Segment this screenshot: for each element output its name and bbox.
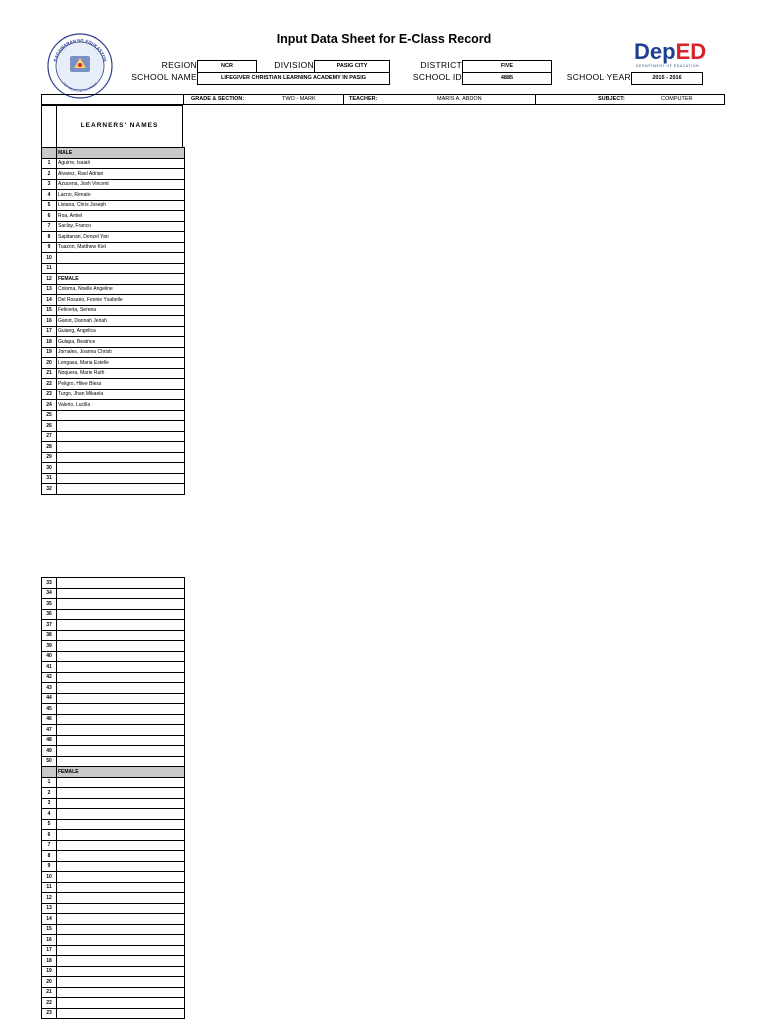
row-number: 33 xyxy=(42,578,57,589)
row-number: 46 xyxy=(42,714,57,725)
row-number: 35 xyxy=(42,599,57,610)
learner-name-cell[interactable] xyxy=(57,714,185,725)
learner-name-cell[interactable] xyxy=(57,977,185,988)
learners-header-title: LEARNERS' NAMES xyxy=(80,122,159,129)
learner-name-cell[interactable]: Felicerta, Serena xyxy=(57,305,185,316)
row-number: 23 xyxy=(42,1008,57,1019)
table-row xyxy=(42,305,185,316)
row-number: 4 xyxy=(42,190,57,201)
learner-name-cell[interactable]: Coloma, Noelle Angeline xyxy=(57,284,185,295)
row-number: 18 xyxy=(42,956,57,967)
learner-name-cell[interactable]: Jornales, Joanna Christi xyxy=(57,347,185,358)
svg-text:DepED: DepED xyxy=(634,39,707,64)
school-id-field: 4885 xyxy=(462,72,552,85)
learner-name-cell[interactable] xyxy=(57,788,185,799)
row-number: 20 xyxy=(42,977,57,988)
table-row xyxy=(42,651,185,662)
row-number: 20 xyxy=(42,358,57,369)
learner-name-cell[interactable]: Listana, Chris Joseph xyxy=(57,200,185,211)
table-row xyxy=(42,253,185,264)
table-row xyxy=(42,693,185,704)
row-number: 3 xyxy=(42,179,57,190)
row-number: 24 xyxy=(42,400,57,411)
table-row xyxy=(42,274,185,285)
row-number: 15 xyxy=(42,924,57,935)
row-number: 8 xyxy=(42,851,57,862)
learner-name-cell[interactable] xyxy=(57,442,185,453)
learner-name-cell[interactable] xyxy=(57,819,185,830)
row-number: 19 xyxy=(42,347,57,358)
table-row xyxy=(42,179,185,190)
table-row xyxy=(42,851,185,862)
table-row xyxy=(42,924,185,935)
table-row xyxy=(42,389,185,400)
learner-name-cell[interactable]: Del Rosario, Feonie Ysabelle xyxy=(57,295,185,306)
table-row xyxy=(42,777,185,788)
row-number: 48 xyxy=(42,735,57,746)
table-row xyxy=(42,756,185,767)
learner-name-cell[interactable]: Azucena, Josh Vincent xyxy=(57,179,185,190)
table-row xyxy=(42,1008,185,1019)
table-row xyxy=(42,966,185,977)
logo-caption: DEPARTMENT OF EDUCATION xyxy=(636,64,700,68)
row-number: 17 xyxy=(42,326,57,337)
subject-label: SUBJECT: xyxy=(598,96,625,102)
subject-value: COMPUTER xyxy=(661,96,693,102)
learner-name-cell[interactable] xyxy=(57,578,185,589)
learner-name-cell[interactable] xyxy=(57,253,185,264)
table-row xyxy=(42,211,185,222)
learner-name-cell[interactable] xyxy=(57,882,185,893)
row-number: 10 xyxy=(42,253,57,264)
learner-name-cell[interactable]: FEMALE xyxy=(57,767,185,778)
table-row xyxy=(42,977,185,988)
table-row xyxy=(42,819,185,830)
table-row xyxy=(42,326,185,337)
learner-name-cell[interactable] xyxy=(57,735,185,746)
learner-name-cell[interactable] xyxy=(57,704,185,715)
learner-name-cell[interactable]: Aguirre, Isaiah xyxy=(57,158,185,169)
learner-name-cell[interactable] xyxy=(57,452,185,463)
learner-name-cell[interactable] xyxy=(57,935,185,946)
learner-name-cell[interactable]: Lacno, Renato xyxy=(57,190,185,201)
table-row xyxy=(42,190,185,201)
table-row xyxy=(42,431,185,442)
table-row xyxy=(42,200,185,211)
row-number: 29 xyxy=(42,452,57,463)
learner-name-cell[interactable] xyxy=(57,484,185,495)
table-row xyxy=(42,578,185,589)
learner-name-cell[interactable]: Valerio, Lucilla xyxy=(57,400,185,411)
row-number: 4 xyxy=(42,809,57,820)
learner-name-cell[interactable] xyxy=(57,956,185,967)
table-row xyxy=(42,704,185,715)
region-label: REGION xyxy=(161,60,197,70)
learner-name-cell[interactable] xyxy=(57,998,185,1009)
table-row xyxy=(42,368,185,379)
table-row xyxy=(42,148,185,159)
table-row xyxy=(42,169,185,180)
row-number: 38 xyxy=(42,630,57,641)
learner-name-cell[interactable] xyxy=(57,893,185,904)
table-row xyxy=(42,158,185,169)
row-number: 21 xyxy=(42,987,57,998)
table-row xyxy=(42,473,185,484)
learner-name-cell[interactable] xyxy=(57,683,185,694)
row-number: 21 xyxy=(42,368,57,379)
learner-name-cell[interactable] xyxy=(57,641,185,652)
learners-table-page2 xyxy=(41,577,185,1019)
table-row xyxy=(42,809,185,820)
district-field: FIVE xyxy=(462,60,552,73)
row-number: 3 xyxy=(42,798,57,809)
row-number: 28 xyxy=(42,442,57,453)
row-number: 2 xyxy=(42,169,57,180)
table-row xyxy=(42,830,185,841)
division-label: DIVISION xyxy=(274,60,314,70)
table-row xyxy=(42,672,185,683)
class-info-bar xyxy=(41,94,725,105)
table-row xyxy=(42,987,185,998)
row-number: 47 xyxy=(42,725,57,736)
seal-text: KAGAWARAN NG EDUKASYON xyxy=(52,37,108,63)
table-row xyxy=(42,840,185,851)
table-row xyxy=(42,263,185,274)
table-row xyxy=(42,337,185,348)
learner-name-cell[interactable] xyxy=(57,599,185,610)
row-number: 39 xyxy=(42,641,57,652)
row-number: 41 xyxy=(42,662,57,673)
learner-name-cell[interactable] xyxy=(57,830,185,841)
table-row xyxy=(42,463,185,474)
row-number: 8 xyxy=(42,232,57,243)
seal-caption: REPUBLIKA NG PILIPINAS xyxy=(61,81,99,94)
row-number xyxy=(42,148,57,159)
row-number: 27 xyxy=(42,431,57,442)
school-name-field: LIFEGIVER CHRISTIAN LEARNING ACADEMY IN PASIG xyxy=(197,72,390,85)
learner-name-cell[interactable] xyxy=(57,756,185,767)
table-row xyxy=(42,242,185,253)
learner-name-cell[interactable] xyxy=(57,840,185,851)
row-number: 22 xyxy=(42,998,57,1009)
school-id-label: SCHOOL ID xyxy=(412,72,462,82)
learner-name-cell[interactable]: FEMALE xyxy=(57,274,185,285)
table-row xyxy=(42,442,185,453)
row-number xyxy=(42,767,57,778)
table-row xyxy=(42,935,185,946)
table-row xyxy=(42,295,185,306)
table-row xyxy=(42,798,185,809)
division-field: PASIG CITY xyxy=(314,60,390,73)
region-field: NCR xyxy=(197,60,257,73)
row-number: 1 xyxy=(42,777,57,788)
learner-name-cell[interactable]: Gulapa, Beatrice xyxy=(57,337,185,348)
row-number: 19 xyxy=(42,966,57,977)
learner-name-cell[interactable] xyxy=(57,672,185,683)
learner-name-cell[interactable] xyxy=(57,463,185,474)
row-number: 2 xyxy=(42,788,57,799)
table-row xyxy=(42,872,185,883)
learner-name-cell[interactable]: Sapitanan, Denzel Yan xyxy=(57,232,185,243)
learner-name-cell[interactable] xyxy=(57,851,185,862)
row-number: 5 xyxy=(42,200,57,211)
row-number: 32 xyxy=(42,484,57,495)
table-row xyxy=(42,599,185,610)
row-number: 25 xyxy=(42,410,57,421)
learner-name-cell[interactable] xyxy=(57,861,185,872)
table-row xyxy=(42,998,185,1009)
learner-name-cell[interactable]: Turgo, Jhan Mikaela xyxy=(57,389,185,400)
learner-name-cell[interactable] xyxy=(57,431,185,442)
grade-section-label: GRADE & SECTION: xyxy=(191,96,245,102)
table-row xyxy=(42,609,185,620)
table-row xyxy=(42,903,185,914)
table-row xyxy=(42,914,185,925)
table-row xyxy=(42,400,185,411)
row-number: 22 xyxy=(42,379,57,390)
row-number: 42 xyxy=(42,672,57,683)
row-number: 43 xyxy=(42,683,57,694)
learner-name-cell[interactable]: Saclay, Franco xyxy=(57,221,185,232)
row-number: 12 xyxy=(42,893,57,904)
table-row xyxy=(42,358,185,369)
row-number: 9 xyxy=(42,861,57,872)
learner-name-cell[interactable] xyxy=(57,1008,185,1019)
row-number: 31 xyxy=(42,473,57,484)
learner-name-cell[interactable] xyxy=(57,725,185,736)
table-row xyxy=(42,945,185,956)
row-number: 15 xyxy=(42,305,57,316)
row-number: 12 xyxy=(42,274,57,285)
learner-name-cell[interactable] xyxy=(57,693,185,704)
table-row xyxy=(42,410,185,421)
row-number: 13 xyxy=(42,284,57,295)
table-row xyxy=(42,861,185,872)
table-row xyxy=(42,221,185,232)
row-number: 7 xyxy=(42,221,57,232)
row-number: 36 xyxy=(42,609,57,620)
learner-name-cell[interactable]: Peligro, Hilee Bless xyxy=(57,379,185,390)
row-number: 49 xyxy=(42,746,57,757)
learner-name-cell[interactable] xyxy=(57,473,185,484)
school-year-field: 2015 - 2016 xyxy=(631,72,703,85)
row-number: 23 xyxy=(42,389,57,400)
page-title: Input Data Sheet for E-Class Record xyxy=(276,32,492,46)
row-number: 11 xyxy=(42,882,57,893)
row-number: 30 xyxy=(42,463,57,474)
learner-name-cell[interactable]: Longasa, Maria Estelle xyxy=(57,358,185,369)
table-row xyxy=(42,347,185,358)
table-row xyxy=(42,893,185,904)
learner-name-cell[interactable] xyxy=(57,609,185,620)
row-number: 6 xyxy=(42,211,57,222)
row-number: 11 xyxy=(42,263,57,274)
row-number: 44 xyxy=(42,693,57,704)
table-row xyxy=(42,484,185,495)
learner-name-cell[interactable] xyxy=(57,903,185,914)
table-row xyxy=(42,641,185,652)
learner-name-cell[interactable] xyxy=(57,263,185,274)
deped-logo xyxy=(632,33,728,73)
table-row xyxy=(42,421,185,432)
learner-name-cell[interactable]: Tuazon, Matthew Kiel xyxy=(57,242,185,253)
learners-table-page1 xyxy=(41,147,185,495)
table-row xyxy=(42,767,185,778)
learner-name-cell[interactable]: Noquera, Marie Ruth xyxy=(57,368,185,379)
school-name-label: SCHOOL NAME xyxy=(131,72,197,82)
row-number: 16 xyxy=(42,316,57,327)
learner-name-cell[interactable] xyxy=(57,945,185,956)
learner-name-cell[interactable]: Guiang, Angelica xyxy=(57,326,185,337)
learner-name-cell[interactable]: MALE xyxy=(57,148,185,159)
learner-name-cell[interactable] xyxy=(57,798,185,809)
teacher-label: TEACHER: xyxy=(349,96,378,102)
table-row xyxy=(42,452,185,463)
row-number: 50 xyxy=(42,756,57,767)
row-number: 10 xyxy=(42,872,57,883)
table-row xyxy=(42,956,185,967)
row-number: 34 xyxy=(42,588,57,599)
row-number: 5 xyxy=(42,819,57,830)
table-row xyxy=(42,662,185,673)
table-row xyxy=(42,725,185,736)
learner-name-cell[interactable] xyxy=(57,588,185,599)
row-number: 13 xyxy=(42,903,57,914)
learner-name-cell[interactable] xyxy=(57,662,185,673)
learner-name-cell[interactable] xyxy=(57,421,185,432)
table-row xyxy=(42,620,185,631)
school-year-label: SCHOOL YEAR xyxy=(566,72,631,82)
learner-name-cell[interactable] xyxy=(57,651,185,662)
table-row xyxy=(42,882,185,893)
learner-name-cell[interactable] xyxy=(57,924,185,935)
grade-section-value: TWO - MARK xyxy=(282,96,316,102)
learner-name-cell[interactable] xyxy=(57,630,185,641)
row-number: 9 xyxy=(42,242,57,253)
row-number: 14 xyxy=(42,295,57,306)
row-number: 16 xyxy=(42,935,57,946)
learner-name-cell[interactable]: Alvarez, Rael Adrian xyxy=(57,169,185,180)
learner-name-cell[interactable] xyxy=(57,746,185,757)
row-number: 6 xyxy=(42,830,57,841)
row-number: 40 xyxy=(42,651,57,662)
learner-name-cell[interactable] xyxy=(57,620,185,631)
learners-header xyxy=(41,105,183,147)
table-row xyxy=(42,714,185,725)
table-row xyxy=(42,379,185,390)
learner-name-cell[interactable] xyxy=(57,872,185,883)
table-row xyxy=(42,232,185,243)
table-row xyxy=(42,683,185,694)
table-row xyxy=(42,788,185,799)
learner-name-cell[interactable]: Roa, Amiel xyxy=(57,211,185,222)
row-number: 18 xyxy=(42,337,57,348)
table-row xyxy=(42,588,185,599)
row-number: 17 xyxy=(42,945,57,956)
district-label: DISTRICT xyxy=(420,60,462,70)
learner-name-cell[interactable] xyxy=(57,809,185,820)
teacher-value: MARIS A. ABDON xyxy=(437,96,482,102)
learner-name-cell[interactable] xyxy=(57,987,185,998)
learner-name-cell[interactable] xyxy=(57,777,185,788)
learner-name-cell[interactable] xyxy=(57,914,185,925)
table-row xyxy=(42,630,185,641)
learner-name-cell[interactable]: Ganot, Dannah Jeriah xyxy=(57,316,185,327)
row-number: 37 xyxy=(42,620,57,631)
learner-name-cell[interactable] xyxy=(57,410,185,421)
row-number: 7 xyxy=(42,840,57,851)
learner-name-cell[interactable] xyxy=(57,966,185,977)
table-row xyxy=(42,735,185,746)
row-number: 26 xyxy=(42,421,57,432)
table-row xyxy=(42,316,185,327)
table-row xyxy=(42,746,185,757)
table-row xyxy=(42,284,185,295)
row-number: 14 xyxy=(42,914,57,925)
row-number: 45 xyxy=(42,704,57,715)
row-number: 1 xyxy=(42,158,57,169)
